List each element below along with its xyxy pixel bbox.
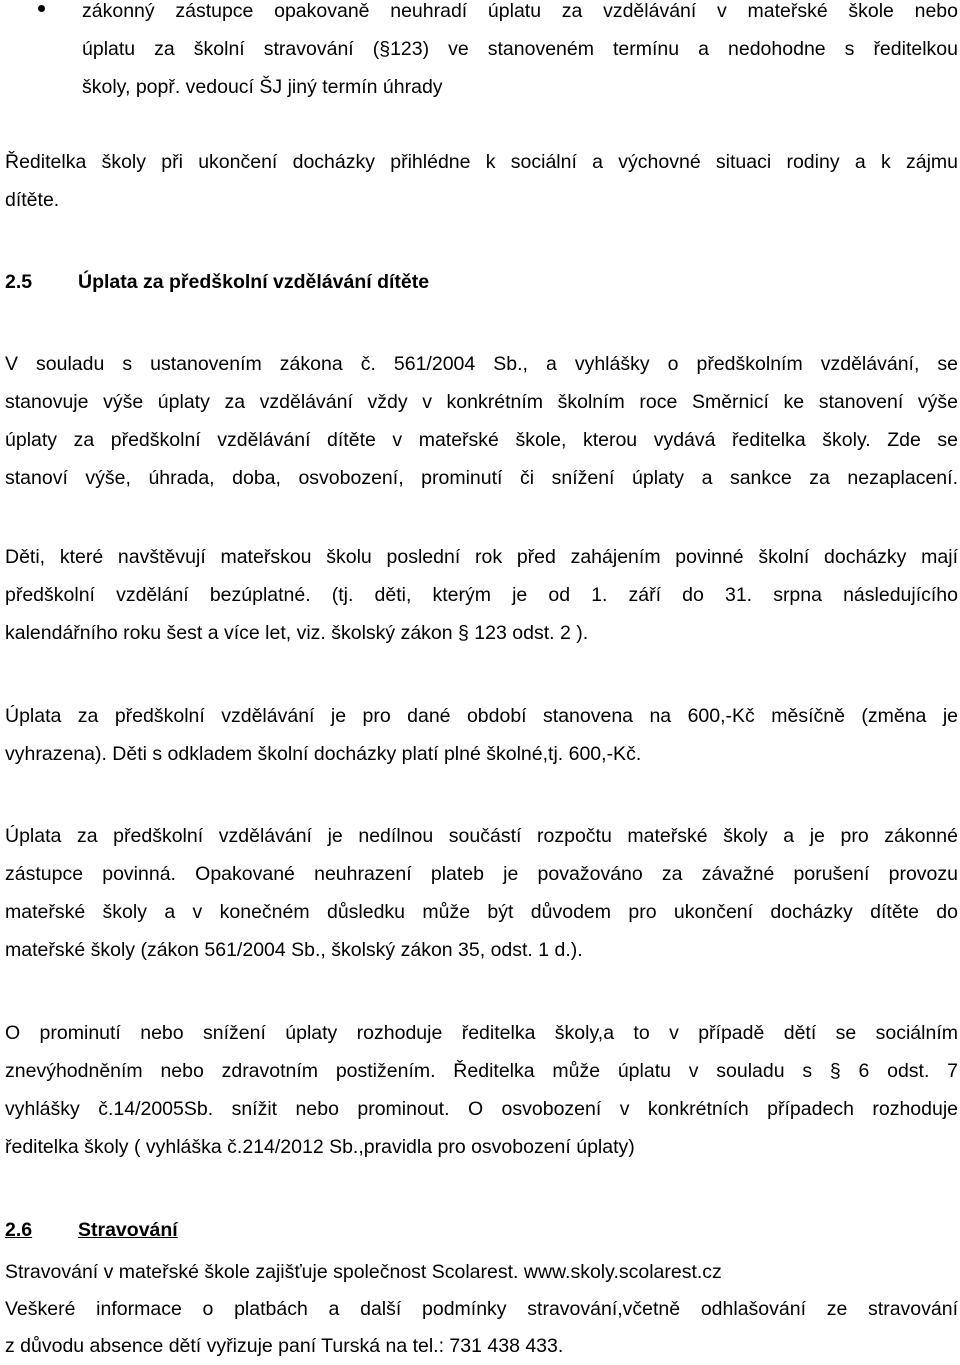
section-heading-2-6 (5, 1211, 178, 1249)
paragraph-line: O prominutí nebo snížení úplaty rozhoduje ředitelka školy,a to v případě dětí se sociálním (5, 1022, 958, 1044)
paragraph-line: zástupce povinná. Opakované neuhrazení plateb je považováno za závažné porušení provozu (5, 863, 958, 885)
paragraph-line: Veškeré informace o platbách a další podmínky stravování,včetně odhlašování ze stravování (5, 1298, 958, 1320)
bullet-dot-icon (38, 5, 45, 12)
paragraph-line: ředitelka školy ( vyhláška č.214/2012 Sb.,pravidla pro osvobození úplaty) (5, 1136, 635, 1158)
paragraph-line: Stravování v mateřské škole zajišťuje společnost Scolarest. www.skoly.scolarest.cz (5, 1261, 722, 1283)
paragraph-line: z důvodu absence dětí vyřizuje paní Turská na tel.: 731 438 433. (5, 1335, 564, 1357)
paragraph-line: mateřské školy (zákon 561/2004 Sb., školský zákon 35, odst. 1 d.). (5, 939, 583, 961)
section-number: 2.6 (5, 1219, 33, 1241)
paragraph-line: Úplata za předškolní vzdělávání je pro dané období stanovena na 600,-Kč měsíčně (změna je (5, 705, 958, 727)
paragraph-line: stanoví výše, úhrada, doba, osvobození, prominutí či snížení úplaty a sankce za nezaplacení. (5, 467, 958, 489)
paragraph-line: Ředitelka školy při ukončení docházky přihlédne k sociální a výchovné situaci rodiny a k zájmu (5, 151, 958, 173)
paragraph-line: Úplata za předškolní vzdělávání je nedílnou součástí rozpočtu mateřské školy a je pro zákonné (5, 825, 958, 847)
bullet-line: zákonný zástupce opakovaně neuhradí úplatu za vzdělávání v mateřské škole nebo (82, 0, 958, 22)
bullet-line: školy, popř. vedoucí ŠJ jiný termín úhrady (82, 76, 443, 98)
paragraph-line: kalendářního roku šest a více let, viz. školský zákon § 123 odst. 2 ). (5, 622, 589, 644)
paragraph-line: znevýhodněním nebo zdravotním postižením. Ředitelka může úplatu v souladu s § 6 odst. 7 (5, 1060, 958, 1082)
section-title: Úplata za předškolní vzdělávání dítěte (78, 271, 430, 293)
paragraph-line: dítěte. (5, 189, 60, 211)
bullet-line: úplatu za školní stravování (§123) ve stanoveném termínu a nedohodne s ředitelkou (82, 38, 958, 60)
paragraph-line: V souladu s ustanovením zákona č. 561/2004 Sb., a vyhlášky o předškolním vzdělávání, se (5, 353, 958, 375)
paragraph-line: předškolní vzdělání bezúplatné. (tj. děti, kterým je od 1. září do 31. srpna následujícího (5, 584, 958, 606)
section-heading-2-5 (5, 263, 429, 301)
paragraph-line: stanovuje výše úplaty za vzdělávání vždy v konkrétním školním roce Směrnicí ke stanovení výše (5, 391, 958, 413)
paragraph-line: vyhlášky č.14/2005Sb. snížit nebo prominout. O osvobození v konkrétních případech rozhoduje (5, 1098, 958, 1120)
paragraph-line: úplaty za předškolní vzdělávání dítěte v mateřské škole, kterou vydává ředitelka školy. Zde se (5, 429, 958, 451)
paragraph-line: Děti, které navštěvují mateřskou školu poslední rok před zahájením povinné školní docházky mají (5, 546, 958, 568)
section-title: Stravování (78, 1219, 178, 1241)
paragraph-line: vyhrazena). Děti s odkladem školní docházky platí plné školné,tj. 600,-Kč. (5, 743, 642, 765)
section-number: 2.5 (5, 271, 33, 293)
paragraph-line: mateřské školy a v konečném důsledku může být důvodem pro ukončení docházky dítěte do (5, 901, 958, 923)
